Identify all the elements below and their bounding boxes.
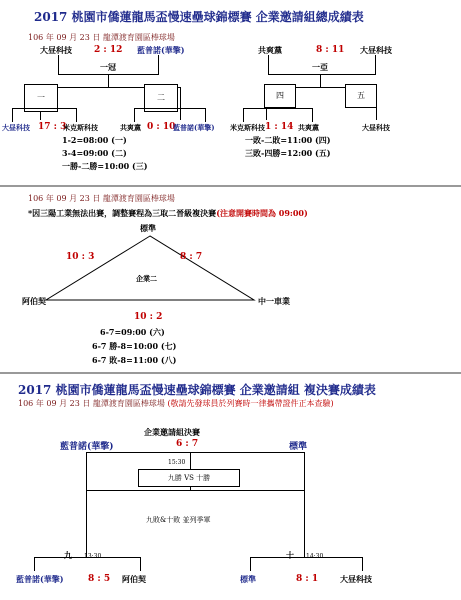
s1-right-box-1: 四 <box>264 84 296 108</box>
separator-2 <box>0 372 461 374</box>
s3-right-code: 十 <box>286 550 294 560</box>
s1-left-bottom-3: 共爽黨 <box>120 123 141 132</box>
s1-right-champion: 一亞 <box>312 62 328 72</box>
s2-score-right: 8 : 7 <box>180 252 203 262</box>
section3-title: 2017 桃園市僑蓮龍馬盃慢速壘球錦標賽 企業邀請組 複決賽成績表 <box>18 383 376 397</box>
s1-schedule-right-1: 一敗-二敗=11:00 (四) <box>245 135 331 145</box>
s2-right-team: 中一車業 <box>258 296 290 306</box>
s3-final-left: 藍普諾(華擎) <box>60 442 114 452</box>
s3-final-right: 標準 <box>289 442 308 452</box>
s2-schedule-3: 6-7 敗-8=11:00 (八) <box>92 355 177 365</box>
s3-bottom-right-a: 標準 <box>240 574 256 584</box>
s3-time-1530: 15:30 <box>168 459 186 466</box>
s2-schedule <box>92 325 176 367</box>
section2-venue: 龍潭渡育園區棒球場 <box>102 194 175 203</box>
s2-score-bottom: 10 : 2 <box>134 312 163 322</box>
s3-left-code: 九 <box>64 550 72 560</box>
s1-left-bottom-1: 大昼科技 <box>2 123 30 132</box>
s1-left-top-left: 大昼科技 <box>40 45 72 55</box>
section3-date-prefix: 106 年 09 月 23 日 <box>18 399 91 408</box>
s3-right-time: 14:30 <box>306 553 324 560</box>
s1-left-box-1: 一 <box>24 84 58 112</box>
s1-right-top-score: 8 : 11 <box>316 45 345 55</box>
s1-left-bottom-score-1: 17 : 3 <box>38 122 67 132</box>
section2-note-red: (注意開賽時間為 09:00) <box>216 208 308 218</box>
s1-left-box-2: 二 <box>144 84 178 112</box>
section3-venue: 龍潭渡育園區棒球場 <box>92 399 165 408</box>
s1-left-champion: 一冠 <box>100 62 116 72</box>
s1-right-bottom-score: 1 : 14 <box>265 122 294 132</box>
s3-bottom-left-b: 阿伯契 <box>122 574 146 584</box>
s1-schedule-left-1: 1-2=08:00 (一) <box>62 135 127 145</box>
s3-bottom-right-score: 8 : 1 <box>296 574 319 584</box>
s2-schedule-2: 6-7 勝-8=10:00 (七) <box>92 341 177 351</box>
s3-bottom-left-a: 藍普諾(華擎) <box>16 574 64 584</box>
s2-center: 企業二 <box>136 274 157 283</box>
section1-venue: 龍潭渡育園區棒球場 <box>102 33 175 42</box>
s2-schedule-1: 6-7=09:00 (六) <box>100 327 165 337</box>
s3-final-score: 6 : 7 <box>176 439 199 449</box>
section2-note-text: *因三陽工業無法出賽，調整賽程為三取二晉級複決賽 <box>28 208 217 218</box>
s1-schedule-left-2: 3-4=09:00 (二) <box>62 148 127 158</box>
s3-match-box: 九勝 VS 十勝 <box>138 469 240 487</box>
s1-left-top-right: 藍普諾(華擎) <box>137 45 185 55</box>
section3-note: (敬請先發球員於列賽時一律攜帶證件正本查驗) <box>167 399 334 408</box>
section1-date-prefix: 106 年 09 月 23 日 <box>28 33 101 42</box>
s2-left-team: 阿伯契 <box>22 296 46 306</box>
s1-left-bottom-score-2: 0 : 10 <box>147 122 176 132</box>
s1-left-bottom-4: 藍普諾(華擎) <box>173 123 215 132</box>
s1-right-top-right: 大昼科技 <box>360 45 392 55</box>
s3-left-time: 13:30 <box>84 553 102 560</box>
s1-right-bottom-1: 米克斯科技 <box>230 123 265 132</box>
s1-right-box-2: 五 <box>345 84 377 108</box>
s3-ranking-label: 九敗&十敗 並列季軍 <box>146 516 211 524</box>
s1-right-top-left: 共爽黨 <box>258 45 282 55</box>
s2-top-team: 標準 <box>140 223 156 233</box>
s2-score-left: 10 : 3 <box>66 252 95 262</box>
s1-left-bottom-2: 米克斯科技 <box>63 123 98 132</box>
s3-bottom-left-score: 8 : 5 <box>88 574 111 584</box>
s3-final-label: 企業邀請組決賽 <box>144 427 200 437</box>
section3-date <box>18 398 334 409</box>
s1-left-top-score: 2 : 12 <box>94 45 123 55</box>
section2-date-prefix: 106 年 09 月 23 日 <box>28 194 101 203</box>
s3-bottom-right-b: 大昼科技 <box>340 574 372 584</box>
s1-schedule-left-3: 一勝-二勝=10:00 (三) <box>62 161 148 171</box>
s1-schedule-right-2: 三敗-四勝=12:00 (五) <box>245 148 331 158</box>
section1-title: 2017 桃園市僑蓮龍馬盃慢速壘球錦標賽 企業邀請組總成績表 <box>34 10 364 24</box>
s1-right-bottom-2: 共爽黨 <box>298 123 319 132</box>
s1-right-bottom-3: 大昼科技 <box>362 123 390 132</box>
